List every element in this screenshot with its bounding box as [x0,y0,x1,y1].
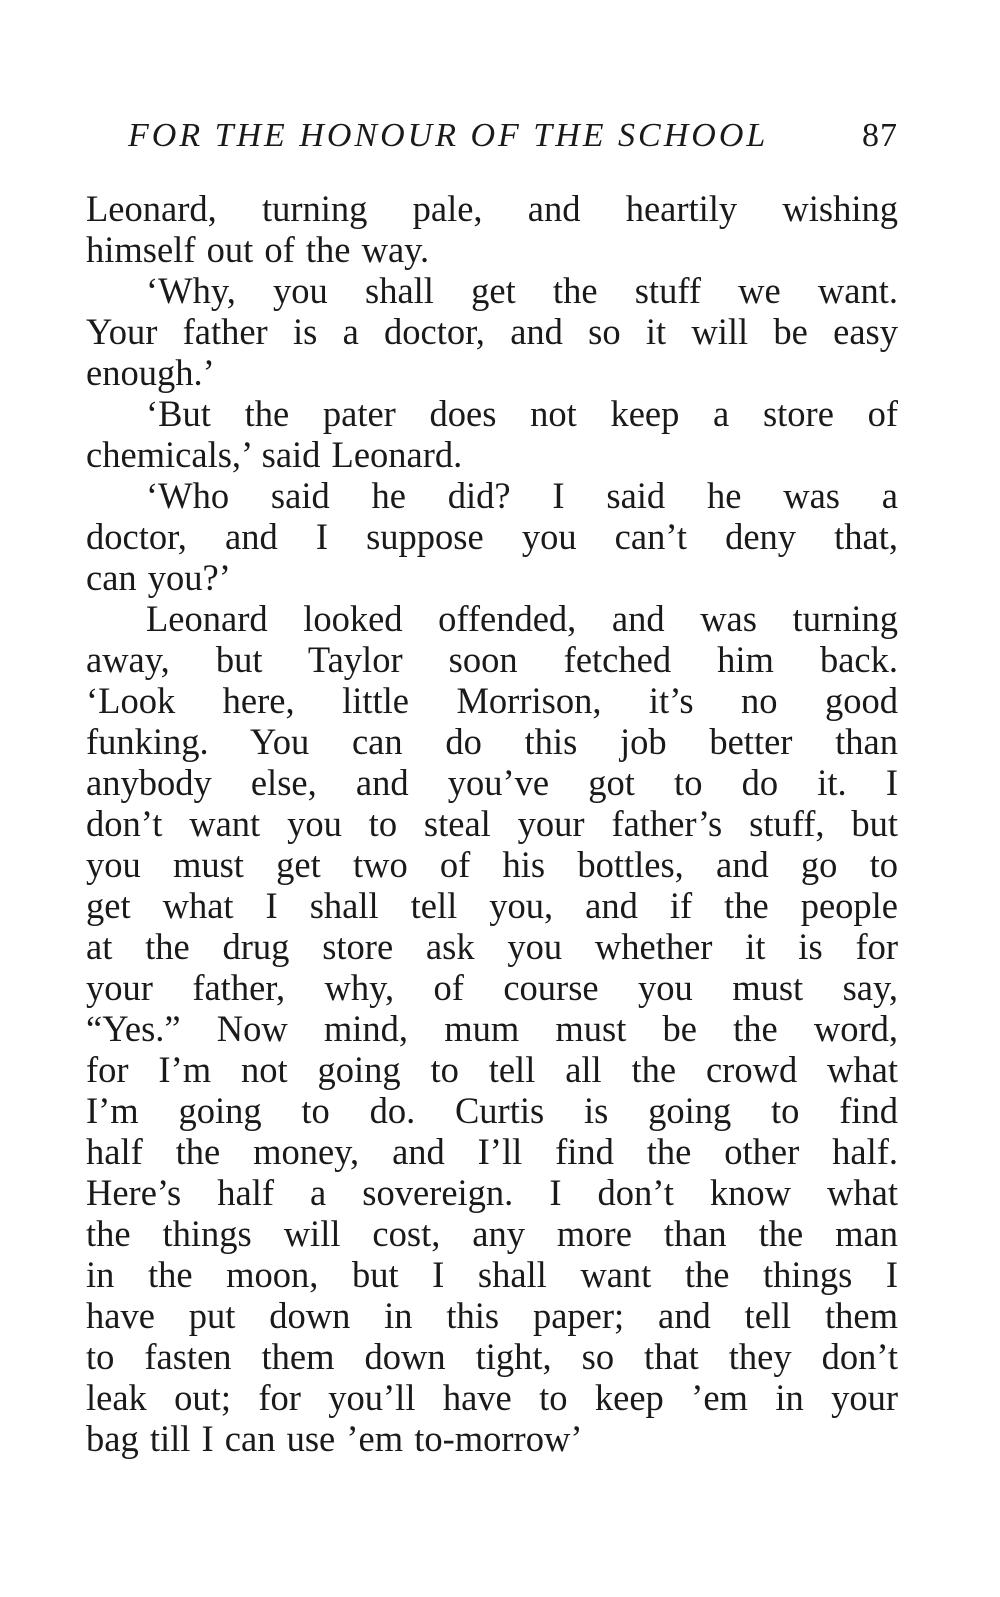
text-line: Your father is a doctor, and so it will be easy [86,311,898,352]
text-line: at the drug store ask you whether it is for [86,926,898,967]
page-number: 87 [862,117,898,154]
text-line: doctor, and I suppose you can’t deny that, [86,516,898,557]
text-line: your father, why, of course you must say, [86,967,898,1008]
text-line: Here’s half a sovereign. I don’t know what [86,1172,898,1213]
text-line: ‘Look here, little Morrison, it’s no good [86,680,898,721]
text-line: enough.’ [86,352,215,393]
text-line: to fasten them down tight, so that they don’t [86,1336,898,1377]
text-line: funking. You can do this job better than [86,721,898,762]
text-line: ‘But the pater does not keep a store of [146,393,898,434]
text-line: “Yes.” Now mind, mum must be the word, [86,1008,898,1049]
text-line: don’t want you to steal your father’s stuff, but [86,803,898,844]
text-line: bag till I can use ’em to-morrow’ [86,1418,583,1459]
running-head-title: FOR THE HONOUR OF THE SCHOOL [128,117,769,154]
text-line: chemicals,’ said Leonard. [86,434,463,475]
text-line: anybody else, and you’ve got to do it. I [86,762,898,803]
text-line: can you?’ [86,557,231,598]
text-line: in the moon, but I shall want the things I [86,1254,898,1295]
text-line: half the money, and I’ll find the other half. [86,1131,898,1172]
text-line: Leonard, turning pale, and heartily wishing [86,188,898,229]
body-text [86,188,898,1459]
text-line: the things will cost, any more than the man [86,1213,898,1254]
text-line: you must get two of his bottles, and go to [86,844,898,885]
text-line: ‘Why, you shall get the stuff we want. [146,270,898,311]
text-line: have put down in this paper; and tell them [86,1295,898,1336]
text-line: himself out of the way. [86,229,430,270]
text-line: Leonard looked offended, and was turning [146,598,898,639]
text-line: I’m going to do. Curtis is going to find [86,1090,898,1131]
text-line: leak out; for you’ll have to keep ’em in your [86,1377,898,1418]
text-line: ‘Who said he did? I said he was a [146,475,898,516]
text-line: away, but Taylor soon fetched him back. [86,639,898,680]
text-line: get what I shall tell you, and if the people [86,885,898,926]
text-line: for I’m not going to tell all the crowd what [86,1049,898,1090]
running-head [128,112,898,160]
